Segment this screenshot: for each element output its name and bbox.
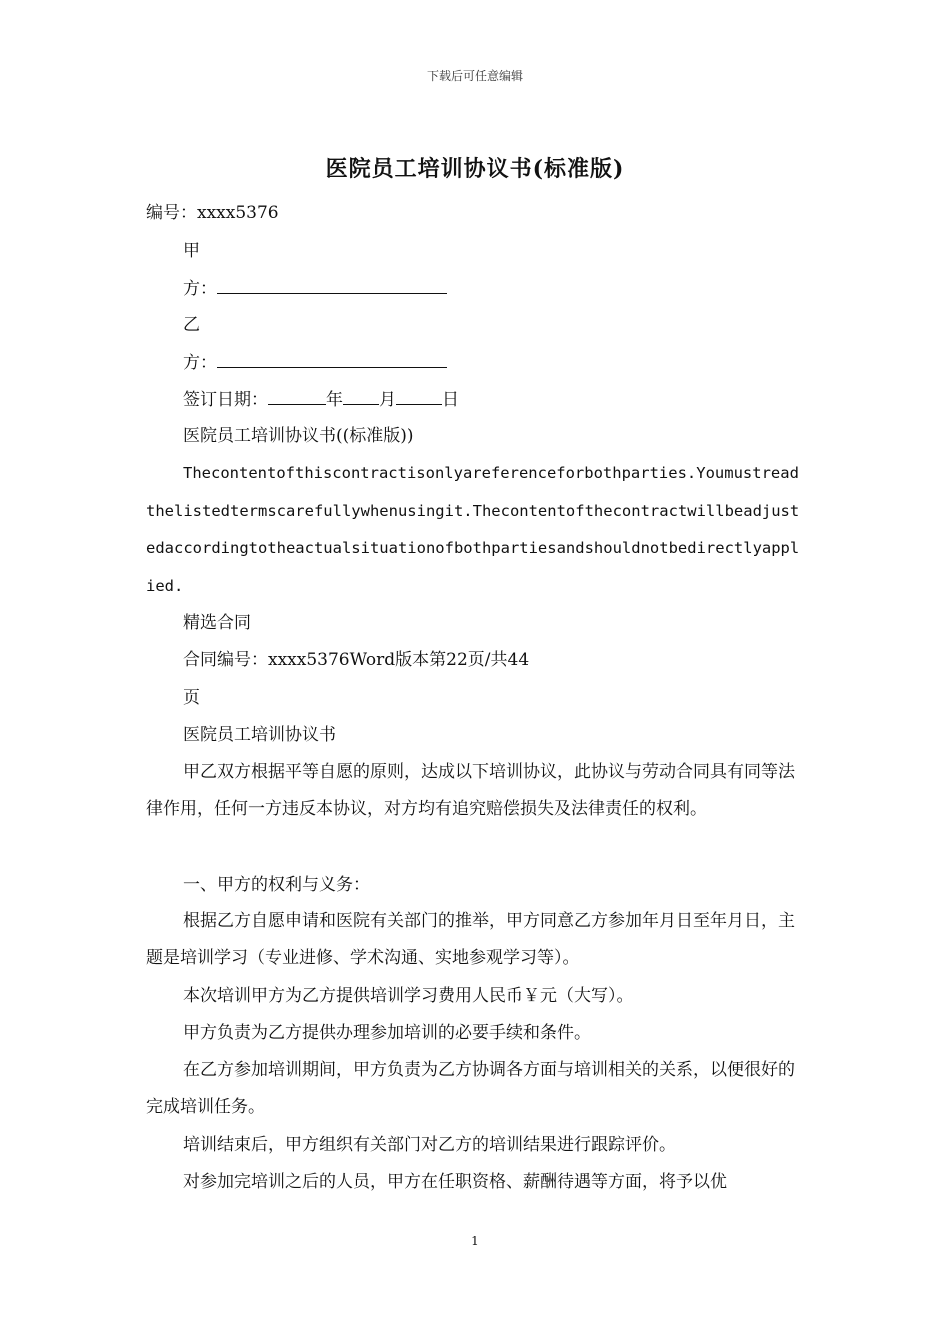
party-a-line xyxy=(183,277,447,300)
sign-date-label: 签订日期： xyxy=(183,390,268,410)
subtitle-line: 医院员工培训协议书((标准版)) xyxy=(183,426,414,446)
english-notice: Thecontentofthiscontractisonlyareferenceforbothparties.Youmustreadthelistedtermscarefullywhenusingit.Thecontentofthecontractwillbeadjustedaccordingtotheactualsituationofbothpartiesandshouldnotbedirectlyapplied. xyxy=(146,464,800,595)
clause-4: 在乙方参加培训期间，甲方负责为乙方协调各方面与培训相关的关系，以便很好的完成培训任务。 xyxy=(146,1060,795,1117)
clause-6: 对参加完培训之后的人员，甲方在任职资格、薪酬待遇等方面，将予以优 xyxy=(183,1172,727,1192)
party-a-char: 甲 xyxy=(183,241,200,261)
contract-number-page: 页 xyxy=(183,688,200,708)
sign-month-blank[interactable] xyxy=(343,388,379,405)
party-b-line xyxy=(183,351,447,374)
sign-day-blank[interactable] xyxy=(396,388,442,405)
party-b-blank[interactable] xyxy=(217,351,447,368)
sign-month-label: 月 xyxy=(379,390,396,410)
document-number: 编号：xxxx5376 xyxy=(146,203,279,223)
party-b-char: 乙 xyxy=(183,315,200,335)
sign-year-blank[interactable] xyxy=(268,388,326,405)
party-a-label: 方： xyxy=(183,279,217,299)
featured-label: 精选合同 xyxy=(183,613,251,633)
intro-paragraph: 甲乙双方根据平等自愿的原则，达成以下培训协议，此协议与劳动合同具有同等法律作用，任何一方违反本协议，对方均有追究赔偿损失及法律责任的权利。 xyxy=(146,762,795,819)
sign-date-line xyxy=(183,388,459,411)
clause-2: 本次培训甲方为乙方提供培训学习费用人民币￥元（大写）。 xyxy=(183,986,634,1006)
header-note: 下载后可任意编辑 xyxy=(426,69,523,83)
document-title: 医院员工培训协议书(标准版) xyxy=(325,156,625,182)
clause-heading: 一、甲方的权利与义务： xyxy=(183,875,370,895)
contract-number-line: 合同编号：xxxx5376Word版本第22页/共44 xyxy=(183,650,530,670)
sign-year-label: 年 xyxy=(326,390,343,410)
party-b-label: 方： xyxy=(183,353,217,373)
page-number: 1 xyxy=(471,1234,479,1248)
clause-5: 培训结束后，甲方组织有关部门对乙方的培训结果进行跟踪评价。 xyxy=(183,1135,676,1155)
clause-1: 根据乙方自愿申请和医院有关部门的推举，甲方同意乙方参加年月日至年月日，主题是培训学习（专业进修、学术沟通、实地参观学习等）。 xyxy=(146,911,795,968)
sign-day-label: 日 xyxy=(442,390,459,410)
party-a-blank[interactable] xyxy=(217,277,447,294)
clause-3: 甲方负责为乙方提供办理参加培训的必要手续和条件。 xyxy=(183,1023,591,1043)
section-title: 医院员工培训协议书 xyxy=(183,725,336,745)
